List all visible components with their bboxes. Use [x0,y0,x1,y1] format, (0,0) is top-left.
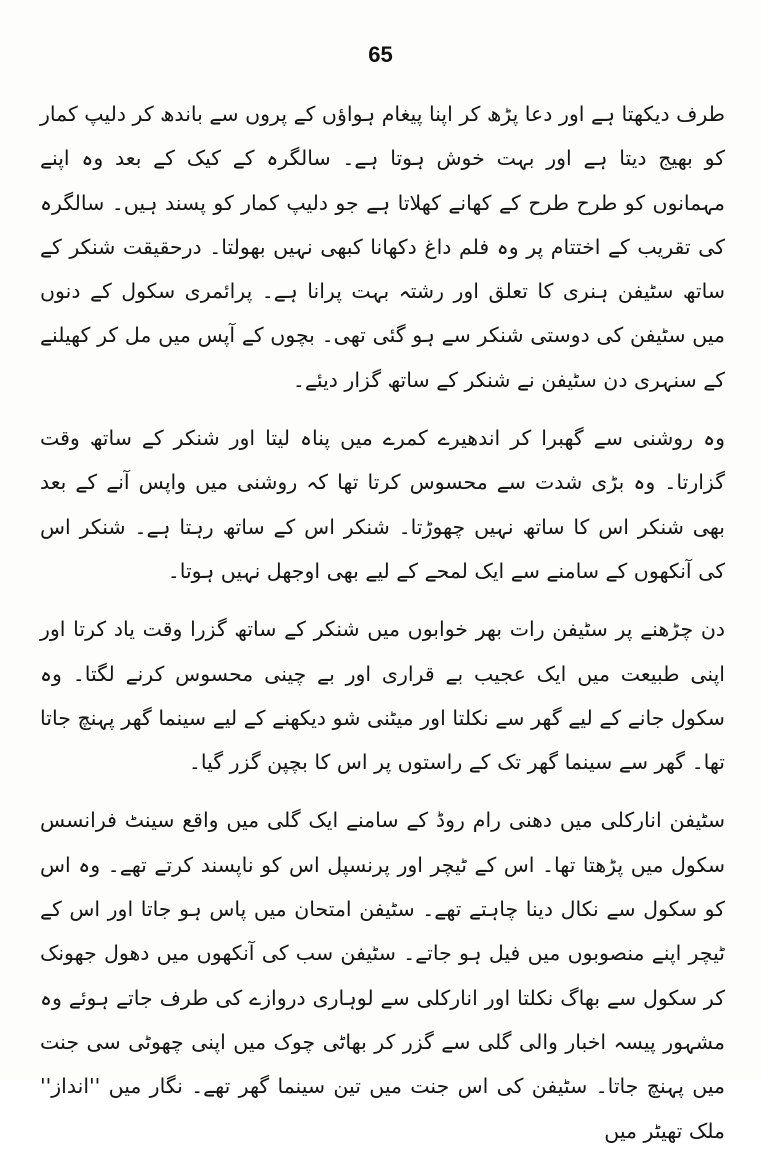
page-number: 65 [368,42,393,67]
paragraph-1: طرف دیکھتا ہے اور دعا پڑھ کر اپنا پیغام ہواؤں کے پروں سے باندھ کر دلیپ کمار کو بھیج دیتا ہے اور بہت خوش ہوتا ہے۔ سالگرہ کے کیک کے بعد وہ اپنے مہمانوں کو طرح طرح کے کھانے کھلاتا ہے جو دلیپ کمار کو پسند ہیں۔ سالگرہ کی تقریب کے اختتام پر وہ فلم داغ دکھانا کبھی نہیں بھولتا۔ درحقیقت شنکر کے ساتھ سٹیفن ہنری کا تعلق اور رشتہ بہت پرانا ہے۔ پرائمری سکول کے دنوں میں سٹیفن کی دوستی شنکر سے ہو گئی تھی۔ بچوں کے آپس میں مل کر کھیلنے کے سنہری دن سٹیفن نے شنکر کے ساتھ گزار دیئے۔ [40,102,725,392]
paragraph-2: وہ روشنی سے گھبرا کر اندھیرے کمرے میں پناہ لیتا اور شنکر کے ساتھ وقت گزارتا۔ وہ بڑی شدت سے محسوس کرتا تھا کہ روشنی میں واپس آنے کے بعد بھی شنکر اس کا ساتھ نہیں چھوڑتا۔ شنکر اس کے ساتھ رہتا ہے۔ شنکر اس کی آنکھوں کے سامنے سے ایک لمحے کے لیے بھی اوجھل نہیں ہوتا۔ [40,426,725,583]
paragraph-4: سٹیفن انارکلی میں دھنی رام روڈ کے سامنے ایک گلی میں واقع سینٹ فرانسس سکول میں پڑھتا تھا۔ اس کے ٹیچر اور پرنسپل اس کو ناپسند کرتے تھے۔ وہ اس کو سکول سے نکال دینا چاہتے تھے۔ سٹیفن امتحان میں پاس ہو جاتا اور اس کے ٹیچر اپنے منصوبوں میں فیل ہو جاتے۔ سٹیفن سب کی آنکھوں میں دھول جھونک کر سکول سے بھاگ نکلتا اور انارکلی سے لوہاری دروازے کی طرف جاتے ہوئے وہ مشہور پیسہ اخبار والی گلی سے گزر کر بھاٹی چوک میں اپنی چھوٹی سی جنت میں پہنچ جاتا۔ سٹیفن کی اس جنت میں تین سینما گھر تھے۔ نگار میں ''انداز'' ملک تھیٹر میں [40,808,725,1143]
body-text [40,92,725,1153]
paragraph-3: دن چڑھنے پر سٹیفن رات بھر خوابوں میں شنکر کے ساتھ گزرا وقت یاد کرتا اور اپنی طبیعت میں ایک عجیب بے قراری اور بے چینی محسوس کرنے لگتا۔ وہ سکول جانے کے لیے گھر سے نکلتا اور میٹنی شو دیکھنے کے لیے سینما گھر پہنچ جاتا تھا۔ گھر سے سینما گھر تک کے راستوں پر اس کا بچپن گزر گیا۔ [40,617,725,775]
